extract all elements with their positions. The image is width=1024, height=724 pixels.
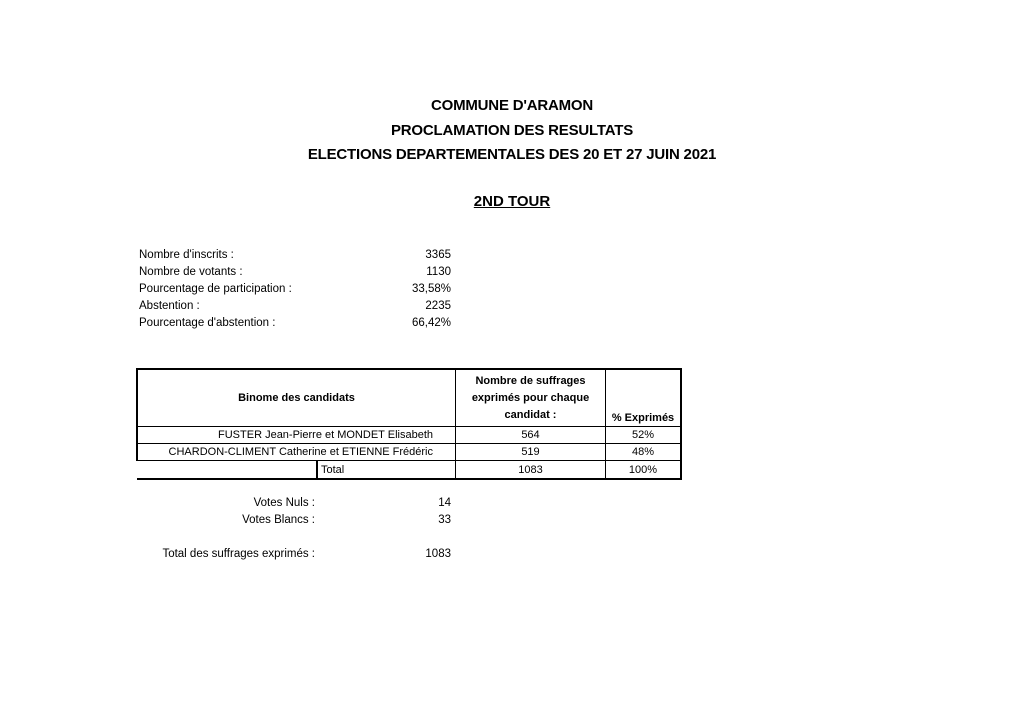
table-header-row <box>137 369 681 427</box>
round-title: 2ND TOUR <box>473 193 551 210</box>
table-row <box>137 427 681 444</box>
proclamation-title: PROCLAMATION DES RESULTATS <box>390 122 633 139</box>
stat-label-abstention: Abstention : <box>139 300 200 312</box>
stat-value-abstention: 2235 <box>425 300 451 312</box>
commune-title: COMMUNE D'ARAMON <box>430 97 594 114</box>
stat-label-inscrits: Nombre d'inscrits : <box>139 249 234 261</box>
stat-label-abstention-pct: Pourcentage d'abstention : <box>139 317 276 329</box>
total-suffrages-label: Total des suffrages exprimés : <box>162 548 315 560</box>
header-votes-line3: candidat : <box>504 408 557 421</box>
votes-cell: 519 <box>456 444 606 461</box>
stat-value-inscrits: 3365 <box>425 249 451 261</box>
total-label: Total <box>317 461 456 480</box>
header-candidates: Binome des candidats <box>137 369 456 427</box>
header-votes <box>456 369 606 427</box>
votes-cell: 564 <box>456 427 606 444</box>
total-suffrages-value: 1083 <box>425 548 451 560</box>
stat-value-abstention-pct: 66,42% <box>411 317 451 329</box>
percent-cell: 52% <box>606 427 682 444</box>
stat-label-participation: Pourcentage de participation : <box>139 283 292 295</box>
election-title: ELECTIONS DEPARTEMENTALES DES 20 ET 27 JUIN 2021 <box>307 146 717 163</box>
results-table <box>136 368 682 480</box>
votes-nuls-value: 14 <box>438 497 451 509</box>
table-row <box>137 444 681 461</box>
votes-blancs-value: 33 <box>438 514 451 526</box>
votes-nuls-label: Votes Nuls : <box>253 497 315 509</box>
stat-label-votants: Nombre de votants : <box>139 266 243 278</box>
total-percent: 100% <box>606 461 682 480</box>
candidates-cell: FUSTER Jean-Pierre et MONDET Elisabeth <box>137 427 456 444</box>
votes-blancs-label: Votes Blancs : <box>242 514 315 526</box>
header-percent: % Exprimés <box>606 369 682 427</box>
stat-value-votants: 1130 <box>426 266 451 278</box>
total-row <box>137 461 681 480</box>
stat-value-participation: 33,58% <box>411 283 451 295</box>
percent-cell: 48% <box>606 444 682 461</box>
header-votes-line1: Nombre de suffrages <box>475 374 586 387</box>
candidates-cell: CHARDON-CLIMENT Catherine et ETIENNE Frédéric <box>137 444 456 461</box>
total-votes: 1083 <box>456 461 606 480</box>
header-votes-line2: exprimés pour chaque <box>471 391 590 404</box>
total-spacer <box>137 461 317 480</box>
